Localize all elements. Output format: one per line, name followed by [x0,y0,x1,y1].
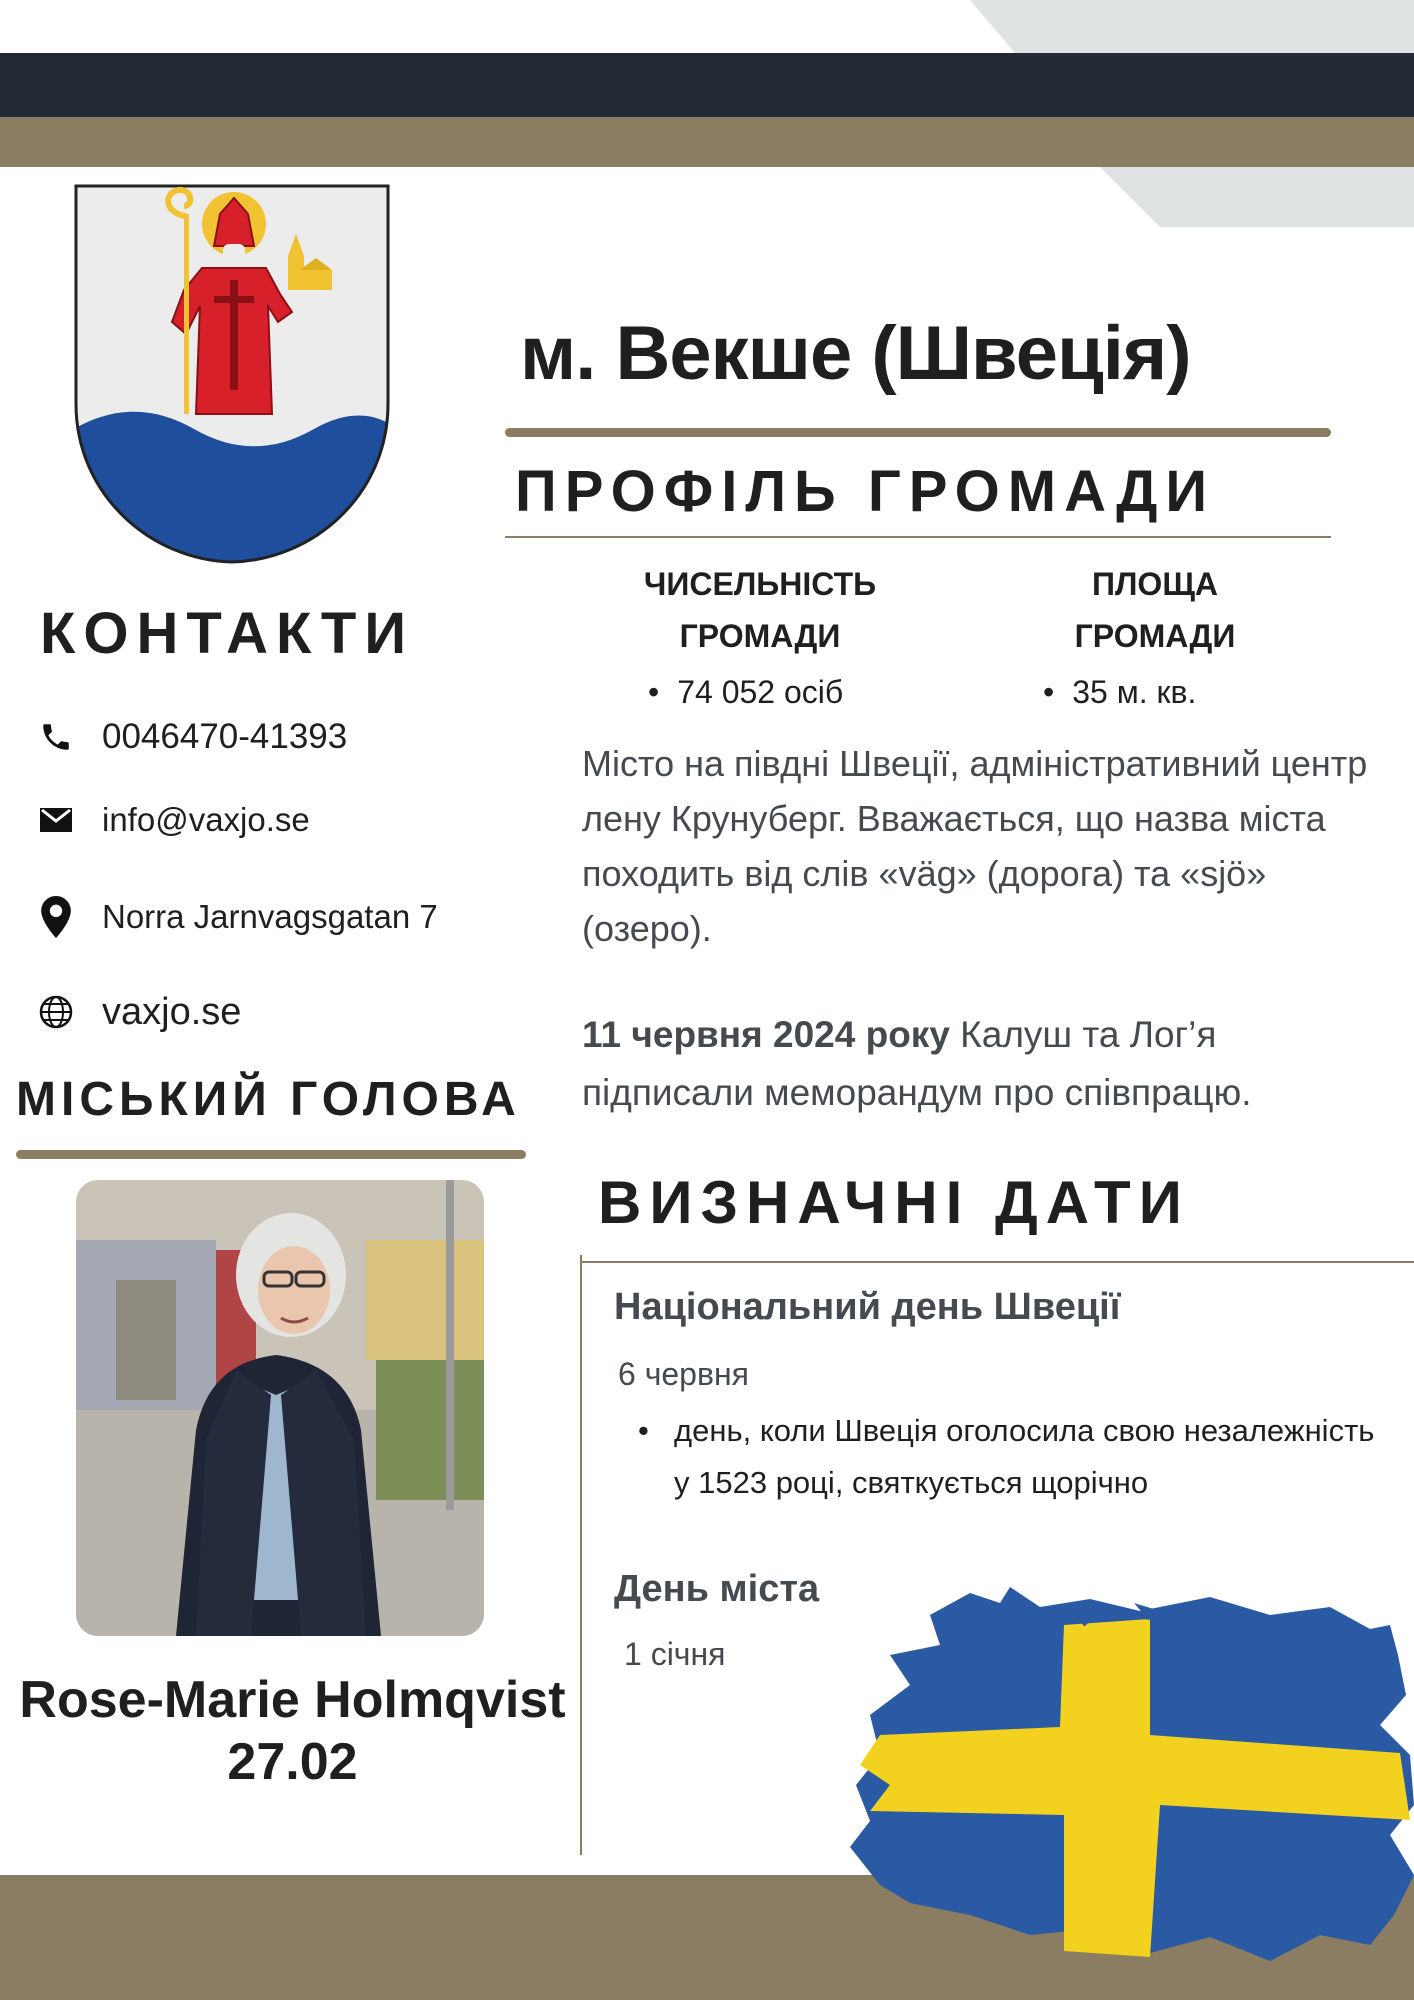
globe-icon [36,992,76,1032]
phone-icon [36,717,76,757]
area-value: • 35 м. кв. [1043,674,1196,711]
contact-email[interactable] [36,795,310,845]
memorandum-body: Калуш та Лог’я підписали меморандум про співпрацю. [582,1014,1252,1113]
location-pin-icon [36,897,76,937]
population-stat [600,558,920,662]
area-label-line1: ПЛОЩА [1091,566,1219,602]
header-dark-band [0,53,1414,117]
dates-divider [580,1261,1414,1263]
header-corner-decoration [1100,167,1414,227]
population-label-line2: ГРОМАДИ [679,618,841,654]
page-title: м. Векше (Швеція) [520,311,1191,396]
contact-address[interactable] [36,892,438,942]
dates-heading: ВИЗНАЧНІ ДАТИ [598,1169,1190,1236]
event-date: 6 червня [618,1356,749,1392]
memorandum-text [582,1006,1382,1122]
coat-of-arms [74,184,390,564]
mayor-birthday: 27.02 [227,1733,358,1791]
area-label-line2: ГРОМАДИ [1074,618,1236,654]
event-title: День міста [614,1568,820,1610]
profile-divider [505,536,1331,538]
mail-icon [36,800,76,840]
website-text: vaxjo.se [102,990,242,1033]
area-stat [1030,558,1280,662]
contact-website[interactable] [36,987,241,1037]
swedish-flag-icon [850,1585,1414,1965]
event-title: Національний день Швеції [614,1286,1121,1328]
event-note: • день, коли Швеція оголосила свою незалежність у 1523 році, святкується щорічно [648,1405,1394,1509]
header-tan-band [0,117,1414,167]
contact-phone[interactable] [36,712,347,762]
phone-text: 0046470-41393 [102,717,348,756]
population-label-line1: ЧИСЕЛЬНІСТЬ [643,566,877,602]
address-text: Norra Jarnvagsgatan 7 [102,898,438,935]
mayor-name: Rose-Marie Holmqvist [19,1671,566,1729]
population-value: • 74 052 осіб [648,674,843,711]
city-description: Місто на півдні Швеції, адміністративний центр лену Крунуберг. Вважається, що назва міста походить від слів «väg» (дорога) та «sjö» (озеро). [582,743,1368,949]
mayor-divider [16,1150,526,1159]
title-divider [505,428,1331,437]
event-date: 1 січня [624,1636,726,1672]
mayor-heading: МІСЬКИЙ ГОЛОВА [16,1073,521,1126]
email-text: info@vaxjo.se [102,801,310,838]
mayor-photo [76,1180,484,1636]
memorandum-date: 11 червня 2024 року [582,1014,950,1055]
profile-heading: ПРОФІЛЬ ГРОМАДИ [515,459,1216,524]
contacts-heading: КОНТАКТИ [40,601,415,666]
top-corner-decoration [970,0,1414,53]
